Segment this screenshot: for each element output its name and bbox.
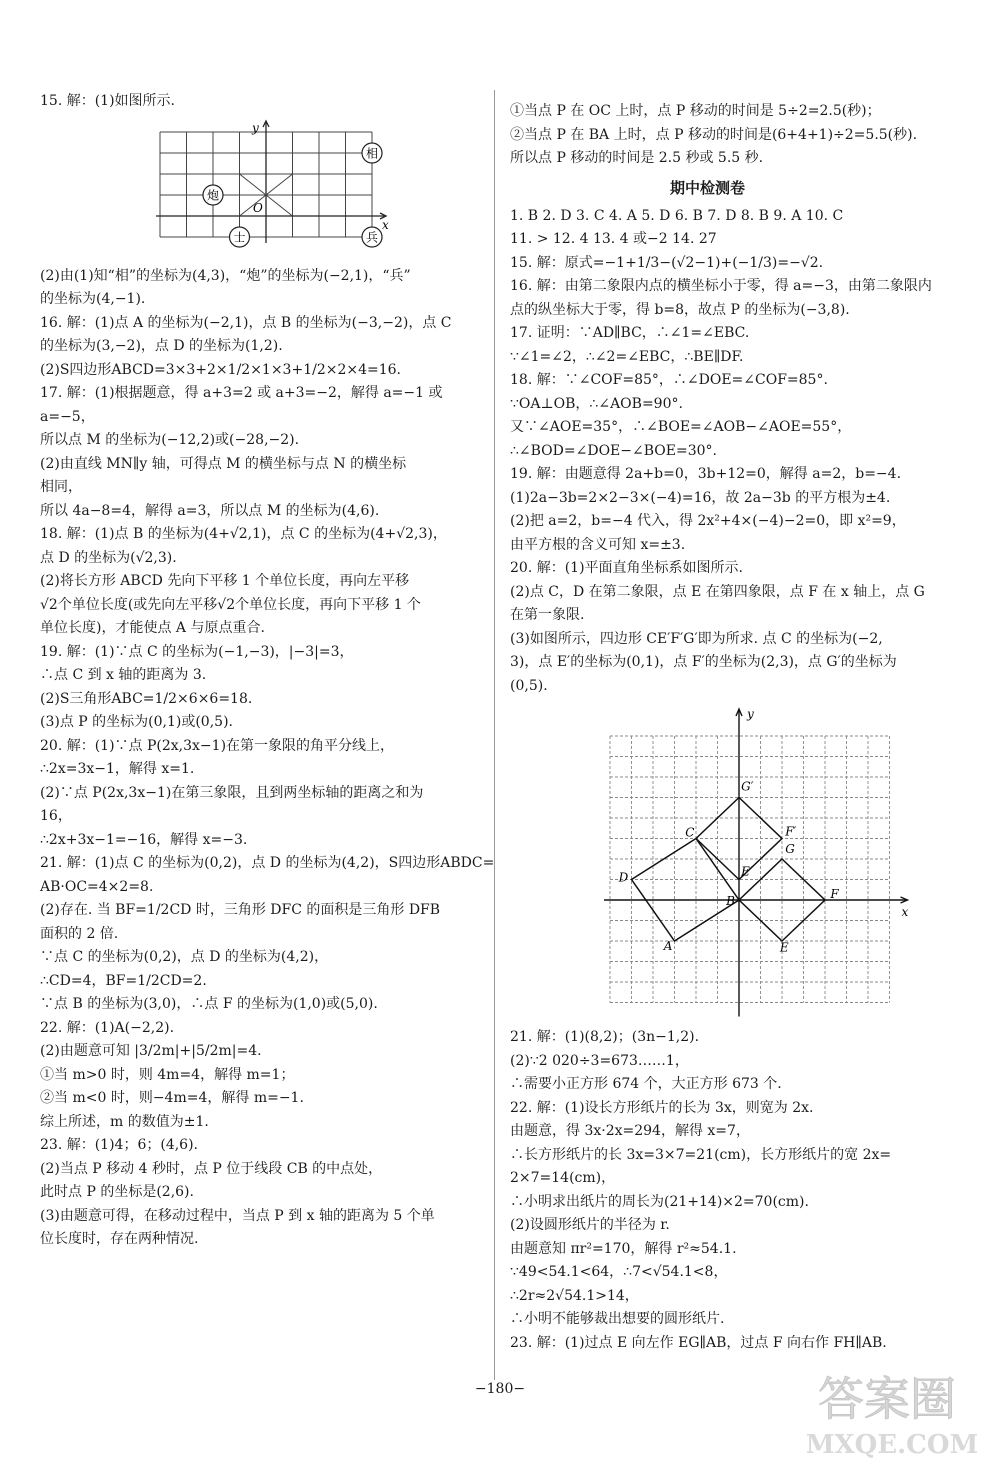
text-line: (2)由题意可知 |3/2m|+|5/2m|=4. (40, 1043, 262, 1059)
text-line: (3)如图所示，四边形 CE′F′G′即为所求. 点 C 的坐标为(−2, (510, 630, 883, 647)
text-line: ∴∠BOD=∠DOE−∠BOE=30°. (510, 442, 717, 459)
text-line: 由平方根的含义可知 x=±3. (510, 536, 686, 553)
text-line: (2)∵2 020÷3=673……1， (510, 1052, 689, 1069)
text-line: 在第一象限. (510, 607, 585, 623)
text-line: 16， (40, 808, 72, 824)
text-line: (1)2a−3b=2×2−3×(−4)=16，故 2a−3b 的平方根为±4. (510, 489, 891, 506)
text-line: ②当 m<0 时，则−4m=4，解得 m=−1. (40, 1090, 304, 1106)
chess-piece-label: 兵 (365, 230, 379, 244)
point-label: F′ (785, 824, 797, 839)
text-line: (3)由题意可得，在移动过程中，当点 P 到 x 轴的距离为 5 个单 (40, 1207, 435, 1224)
text-line: ∴长方形纸片的长 3x=3×7=21(cm)，长方形纸片的宽 2x= (510, 1146, 892, 1163)
point-label: G′ (741, 779, 754, 794)
text-line: ∴小明不能够裁出想要的圆形纸片. (510, 1311, 725, 1327)
text-line: 所以 4a−8=4，解得 a=3，所以点 M 的坐标为(4,6). (40, 502, 380, 519)
chess-piece-label: 相 (365, 146, 379, 160)
text-line: (2)由(1)知“相”的坐标为(4,3)，“炮”的坐标为(−2,1)，“兵” (40, 267, 411, 284)
text-line: 又∵∠AOE=35°，∴∠BOE=∠AOB−∠AOE=55°， (510, 419, 852, 435)
chess-piece (230, 227, 250, 247)
text-line: 18. 解：∵∠COF=85°，∴∠DOE=∠COF=85°. (510, 372, 828, 388)
axes (156, 121, 386, 243)
text-line: 由题意知 πr²=170，解得 r²≈54.1. (510, 1240, 737, 1257)
text-line: √2个单位长度(或先向左平移√2个单位长度，再向下平移 1 个 (40, 596, 421, 613)
column-divider (494, 90, 495, 1380)
text-line: (3)点 P 的坐标为(0,1)或(0,5). (40, 714, 233, 730)
text-line: 2×7=14(cm)， (510, 1170, 616, 1186)
point-label: B (726, 894, 735, 909)
text-line: (2)把 a=2，b=−4 代入，得 2x²+4×(−4)−2=0，即 x²=9， (510, 513, 906, 529)
text-line: 面积的 2 倍. (40, 925, 119, 942)
text-line: 23. 解：(1)4；6；(4,6). (40, 1137, 198, 1153)
point-label: G (785, 841, 795, 856)
text-line: 点的纵坐标大于零，得 b=8，故点 P 的坐标为(−3,8). (510, 301, 850, 318)
text-line: 由题意，得 3x·2x=294，解得 x=7， (510, 1123, 750, 1139)
text-line: 18. 解：(1)点 B 的坐标为(4+√2,1)，点 C 的坐标为(4+√2,3)， (40, 526, 447, 542)
point-label: F (830, 886, 839, 901)
right-column (510, 100, 965, 1355)
text-line: ①当点 P 在 OC 上时，点 P 移动的时间是 5÷2=2.5(秒)； (510, 103, 881, 119)
text-line: ∴点 C 到 x 轴的距离为 3. (40, 667, 207, 683)
text-line: (2)设圆形纸片的半径为 r. (510, 1217, 670, 1233)
text-line: ①当 m>0 时，则 4m=4，解得 m=1； (40, 1066, 295, 1083)
text-line: ∵∠1=∠2，∴∠2=∠EBC，∴BE∥DF. (510, 348, 744, 365)
text-line: 单位长度)，才能使点 A 与原点重合. (40, 620, 265, 636)
text-line: AB·OC=4×2=8. (40, 878, 154, 895)
text-line: ②当点 P 在 BA 上时，点 P 移动的时间是(6+4+1)÷2=5.5(秒). (510, 126, 918, 143)
left-column (40, 90, 495, 1252)
point-label: E′ (741, 864, 753, 879)
x-axis-label: x (382, 217, 389, 232)
coord-grid-figure-wrapper (600, 706, 965, 1020)
text-line: 16. 解：(1)点 A 的坐标为(−2,1)，点 B 的坐标为(−3,−2)，点 C (40, 314, 452, 331)
text-line: 11. > 12. 4 13. 4 或−2 14. 27 (510, 231, 717, 247)
point-label: E (779, 940, 789, 955)
text-line: ∵点 C 的坐标为(0,2)，点 D 的坐标为(4,2)， (40, 949, 329, 965)
text-line: (2)当点 P 移动 4 秒时，点 P 位于线段 CB 的中点处， (40, 1160, 383, 1177)
text-line: 所以点 P 移动的时间是 2.5 秒或 5.5 秒. (510, 150, 764, 166)
text-line: ∴2r≈2√54.1>14， (510, 1287, 639, 1304)
text-line: (2)存在. 当 BF=1/2CD 时，三角形 DFC 的面积是三角形 DFB (40, 902, 441, 918)
chess-piece (203, 185, 223, 205)
text-line: 点 D 的坐标为(√2,3). (40, 549, 177, 566)
chess-piece-label: 士 (233, 230, 246, 244)
chess-piece-label: 炮 (206, 188, 220, 202)
text-line: 22. 解：(1)设长方形纸片的长为 3x，则宽为 2x. (510, 1099, 814, 1116)
text-line: 20. 解：(1)平面直角坐标系如图所示. (510, 560, 743, 576)
text-line: (2)S四边形ABCD=3×3+2×1/2×1×3+1/2×2×4=16. (40, 361, 401, 378)
watermark-title: 答案圈 (818, 1372, 956, 1426)
text-line: ∵点 B 的坐标为(3,0)，∴点 F 的坐标为(1,0)或(5,0). (40, 996, 378, 1012)
text-line: ∵49<54.1<64，∴7<√54.1<8， (510, 1264, 728, 1280)
text-line: ∴2x=3x−1，解得 x=1. (40, 761, 195, 777)
point-label: D (618, 870, 629, 885)
point-label: A (663, 939, 673, 954)
text-line: 17. 证明：∵AD∥BC，∴∠1=∠EBC. (510, 325, 750, 341)
chess-grid-figure (140, 120, 390, 255)
chess-grid-figure-wrapper (140, 120, 490, 259)
text-line: (2)∵点 P(2x,3x−1)在第三象限，且到两坐标轴的距离之和为 (40, 784, 424, 801)
quadrilateral-dcba (632, 839, 740, 942)
text-line: 综上所述，m 的数值为±1. (40, 1113, 209, 1130)
origin-label: O (253, 200, 263, 215)
coordinate-grid-figure (600, 706, 909, 1016)
text-line: 相同， (40, 479, 82, 495)
text-line: (2)将长方形 ABCD 先向下平移 1 个单位长度，再向左平移 (40, 573, 410, 589)
y-axis-label: y (747, 707, 754, 721)
text-line: 的坐标为(4,−1). (40, 291, 146, 307)
page-number: −180− (474, 1381, 526, 1397)
text-line: (2)点 C，D 在第二象限，点 E 在第四象限，点 F 在 x 轴上，点 G (510, 583, 925, 600)
text-line: (2)S三角形ABC=1/2×6×6=18. (40, 690, 253, 707)
text-line: 21. 解：(1)点 C 的坐标为(0,2)，点 D 的坐标为(4,2)，S四边形ABDC= (40, 855, 495, 871)
watermark-url: MXQE.COM (805, 1430, 979, 1460)
text-line: (2)由直线 MN∥y 轴，可得点 M 的横坐标与点 N 的横坐标 (40, 455, 407, 472)
chess-piece (362, 143, 382, 163)
chess-piece (362, 227, 382, 247)
text-line: 所以点 M 的坐标为(−12,2)或(−28,−2). (40, 432, 300, 448)
text-line: 20. 解：(1)∵点 P(2x,3x−1)在第一象限的角平分线上， (40, 737, 395, 754)
text-line: (0,5). (510, 677, 548, 694)
y-axis-label: y (252, 120, 259, 135)
text-line: 22. 解：(1)A(−2,2). (40, 1019, 175, 1036)
text-line: 23. 解：(1)过点 E 向左作 EG∥AB，过点 F 向右作 FH∥AB. (510, 1334, 887, 1351)
text-line: ∴2x+3x−1=−16，解得 x=−3. (40, 831, 248, 848)
text-line: ∴CD=4，BF=1/2CD=2. (40, 972, 207, 989)
text-line: ∵OA⊥OB，∴∠AOB=90°. (510, 395, 683, 412)
text-line: 3)，点 E′的坐标为(0,1)，点 F′的坐标为(2,3)，点 G′的坐标为 (510, 654, 897, 670)
point-label: C (685, 825, 695, 840)
x-axis-label: x (901, 905, 909, 919)
text-line: 位长度时，存在两种情况. (40, 1231, 199, 1247)
text-line: 15. 解：原式=−1+1/3−(√2−1)+(−1/3)=−√2. (510, 254, 824, 271)
text-line: 此时点 P 的坐标是(2,6). (40, 1184, 194, 1200)
text-line: 19. 解：(1)∵点 C 的坐标为(−1,−3)，|−3|=3， (40, 643, 354, 660)
text-line: ∴需要小正方形 674 个，大正方形 673 个. (510, 1076, 782, 1092)
section-title: 期中检测卷 (669, 178, 745, 197)
text-line: ∴小明求出纸片的周长为(21+14)×2=70(cm). (510, 1193, 809, 1210)
text-line: 19. 解：由题意得 2a+b=0，3b+12=0，解得 a=2，b=−4. (510, 466, 902, 482)
text-line: 15. 解：(1)如图所示. (40, 93, 175, 109)
text-line: 16. 解：由第二象限内点的横坐标小于零，得 a=−3，由第二象限内 (510, 278, 932, 294)
text-line: 17. 解：(1)根据题意，得 a+3=2 或 a+3=−2，解得 a=−1 或 (40, 385, 443, 401)
text-line: a=−5， (40, 408, 95, 425)
text-line: 1. B 2. D 3. C 4. A 5. D 6. B 7. D 8. B 9. A 10. C (510, 207, 844, 224)
text-line: 的坐标为(3,−2)，点 D 的坐标为(1,2). (40, 338, 283, 354)
watermark-logo (792, 1353, 982, 1463)
text-line: 21. 解：(1)(8,2)；(3n−1,2). (510, 1029, 700, 1045)
